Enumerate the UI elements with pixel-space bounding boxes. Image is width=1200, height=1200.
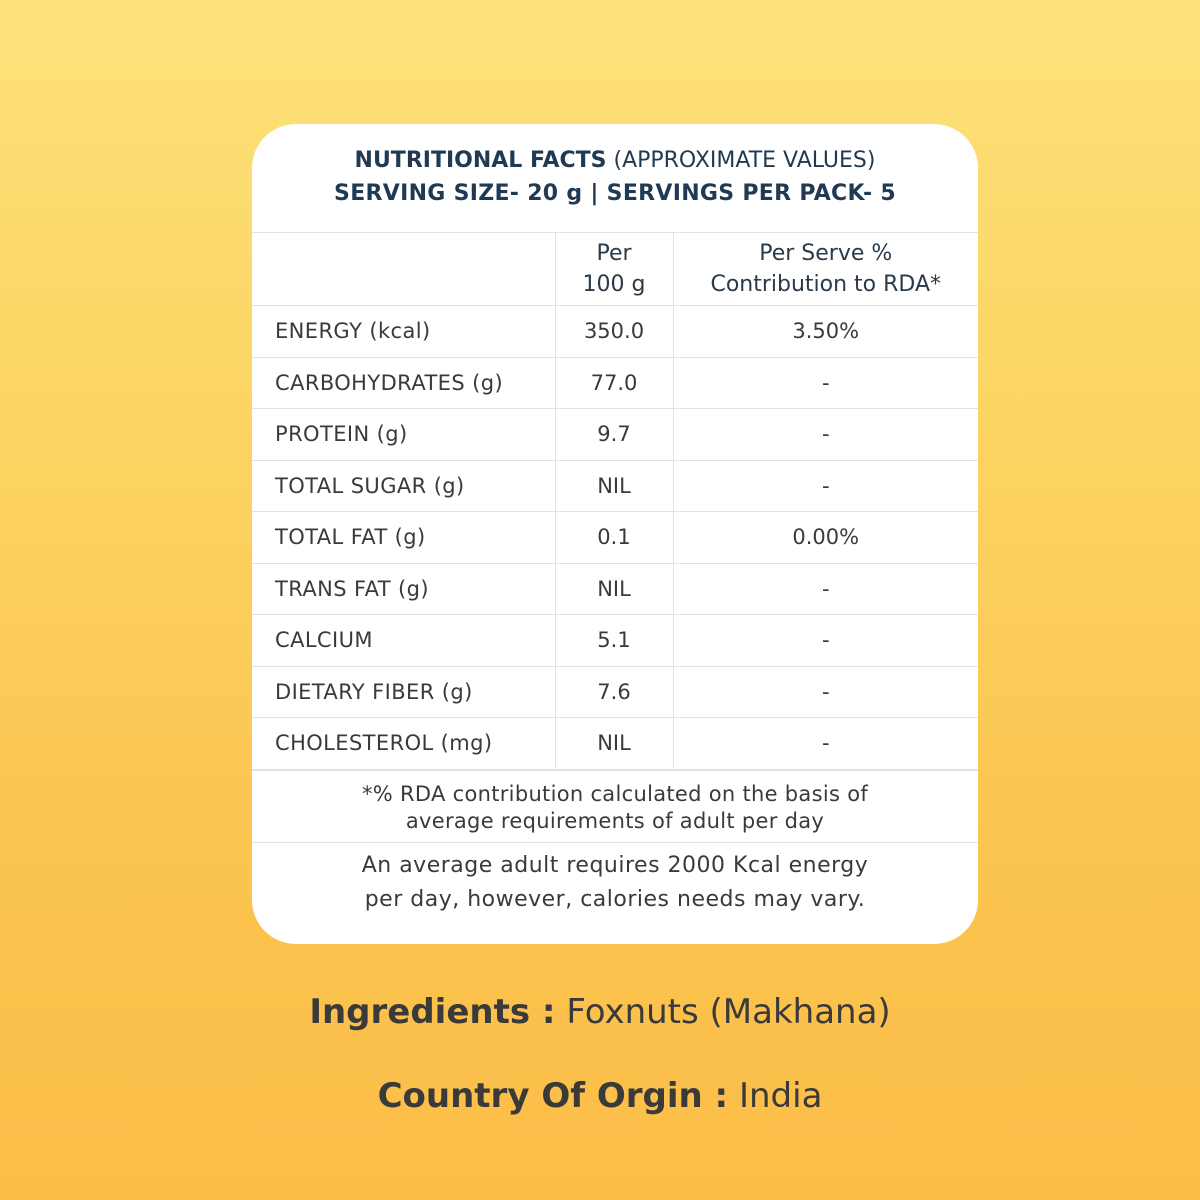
rda-value: - [673, 615, 978, 667]
table-row [252, 615, 978, 667]
nutrition-rows [252, 306, 978, 770]
energy-note-line1: An average adult requires 2000 Kcal energy [361, 852, 869, 878]
per-100g-value: NIL [555, 460, 673, 512]
footnote-line2: average requirements of adult per day [405, 808, 825, 833]
serving-info: SERVING SIZE- 20 g | SERVINGS PER PACK- 5 [334, 181, 896, 206]
rda-value: - [673, 409, 978, 461]
rda-value: - [673, 357, 978, 409]
nutrient-name: CHOLESTEROL (mg) [252, 718, 555, 770]
rda-value: 3.50% [673, 306, 978, 358]
nutrition-title [252, 145, 978, 177]
rda-footnote [252, 770, 978, 842]
footnote-line1: *% RDA contribution calculated on the basis of [361, 781, 869, 806]
table-header-row [252, 233, 978, 306]
nutrition-card [252, 124, 978, 944]
header-per-100g [555, 233, 673, 306]
per-100g-value: 0.1 [555, 512, 673, 564]
energy-note [252, 842, 978, 917]
country-of-origin [0, 1076, 1200, 1116]
header-100g-label: 100 g [582, 272, 646, 297]
origin-label: Country Of Orgin : [377, 1076, 729, 1116]
rda-value: - [673, 563, 978, 615]
rda-value: - [673, 460, 978, 512]
nutrient-name: TRANS FAT (g) [252, 563, 555, 615]
table-row [252, 357, 978, 409]
table-row [252, 409, 978, 461]
ingredients [0, 992, 1200, 1032]
origin-value: India [738, 1076, 823, 1116]
per-100g-value: 5.1 [555, 615, 673, 667]
per-100g-value: 77.0 [555, 357, 673, 409]
nutrient-name: TOTAL FAT (g) [252, 512, 555, 564]
per-100g-value: 7.6 [555, 666, 673, 718]
header-rda-line2: Contribution to RDA* [710, 272, 942, 297]
nutrient-name: CARBOHYDRATES (g) [252, 357, 555, 409]
ingredients-value: Foxnuts (Makhana) [566, 992, 891, 1032]
header-rda-line1: Per Serve % [759, 241, 893, 266]
nutrient-name: DIETARY FIBER (g) [252, 666, 555, 718]
nutrient-name: TOTAL SUGAR (g) [252, 460, 555, 512]
ingredients-label: Ingredients : [309, 992, 556, 1032]
table-row [252, 563, 978, 615]
title-rest: (APPROXIMATE VALUES) [613, 148, 876, 173]
header-nutrient [252, 233, 555, 306]
header-rda [673, 233, 978, 306]
header-per-label: Per [596, 241, 632, 266]
nutrition-table [252, 232, 978, 770]
nutrient-name: PROTEIN (g) [252, 409, 555, 461]
per-100g-value: 350.0 [555, 306, 673, 358]
nutrient-name: ENERGY (kcal) [252, 306, 555, 358]
rda-value: - [673, 666, 978, 718]
table-row [252, 512, 978, 564]
energy-note-line2: per day, however, calories needs may vary. [364, 886, 866, 912]
table-row [252, 718, 978, 770]
rda-value: - [673, 718, 978, 770]
rda-value: 0.00% [673, 512, 978, 564]
per-100g-value: 9.7 [555, 409, 673, 461]
nutrient-name: CALCIUM [252, 615, 555, 667]
per-100g-value: NIL [555, 718, 673, 770]
table-row [252, 460, 978, 512]
nutrition-header [252, 124, 978, 232]
per-100g-value: NIL [555, 563, 673, 615]
table-row [252, 666, 978, 718]
title-bold: NUTRITIONAL FACTS [354, 148, 607, 173]
table-row [252, 306, 978, 358]
